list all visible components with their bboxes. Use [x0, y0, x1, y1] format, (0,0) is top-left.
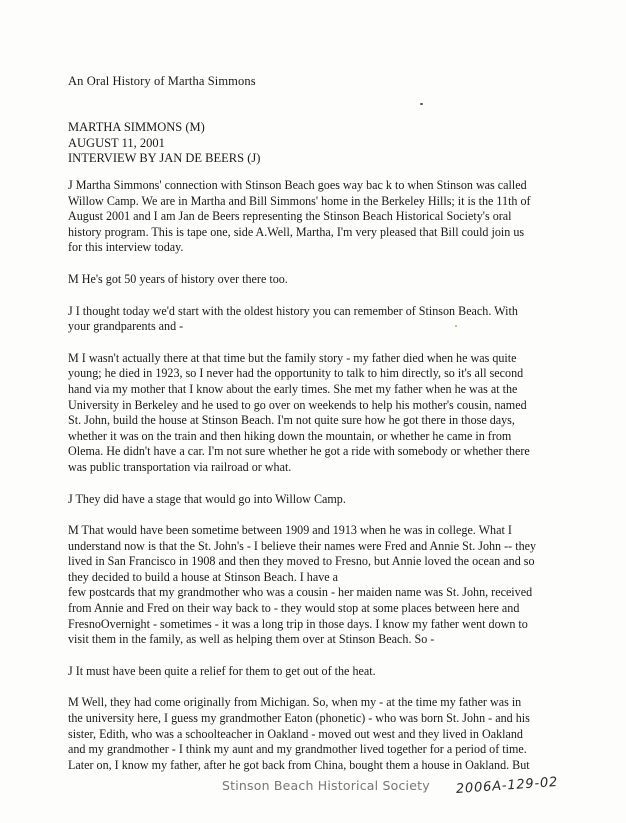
document-title: An Oral History of Martha Simmons — [68, 74, 256, 88]
transcript-body — [68, 178, 568, 789]
transcript-line: was public transportation via railroad or what. — [68, 459, 292, 474]
transcript-line: visit them in the family, as well as helping them over at Stinson Beach. So - — [68, 632, 435, 647]
footer-organization: Stinson Beach Historical Society — [222, 778, 430, 793]
transcript-line: sister, Edith, who was a schoolteacher in Oakland - moved out west and they lived in Oakland — [68, 726, 523, 741]
transcript-line: M That would have been sometime between 1909 and 1913 when he was in college. What I — [68, 523, 512, 538]
interviewee-name: MARTHA SIMMONS (M) — [68, 120, 205, 134]
transcript-line: M He's got 50 years of history over there too. — [68, 271, 288, 286]
transcript-paragraph — [68, 664, 568, 680]
transcript-line: the university here, I guess my grandmother Eaton (phonetic) - who was born St. John - and his — [68, 711, 530, 726]
transcript-line: M Well, they had come originally from Michigan. So, when my - at the time my father was in — [68, 695, 522, 710]
transcript-line: hand via my mother that I know about the early times. She met my father when he was at the — [68, 381, 518, 396]
transcript-line: J Martha Simmons' connection with Stinson Beach goes way bac k to when Stinson was called — [68, 178, 527, 192]
transcript-line: University in Berkeley and he used to go over on weekends to help his mother's cousin, named — [68, 397, 527, 412]
scan-speck — [420, 103, 423, 105]
transcript-line: J It must have been quite a relief for them to get out of the heat. — [68, 663, 376, 678]
transcript-line: and my grandmother - I think my aunt and my grandmother lived together for a period of time. — [68, 742, 527, 757]
transcript-line: M I wasn't actually there at that time but the family story - my father died when he was quite — [68, 350, 517, 365]
transcript-line: August 2001 and I am Jan de Beers representing the Stinson Beach Historical Society's oral — [68, 209, 512, 224]
transcript-line: Later on, I know my father, after he got back from China, bought them a house in Oakland. But — [68, 757, 530, 772]
transcript-paragraph — [68, 523, 568, 648]
transcript-line: young; he died in 1923, so I never had the opportunity to talk to him directly, so it's all second — [68, 366, 524, 381]
transcript-line: they decided to build a house at Stinson Beach. I have a — [68, 569, 339, 584]
interviewer-line: INTERVIEW BY JAN DE BEERS (J) — [68, 151, 261, 165]
transcript-paragraph — [68, 304, 568, 335]
transcript-line: J They did have a stage that would go into Willow Camp. — [68, 491, 346, 506]
transcript-line: for this interview today. — [68, 240, 184, 255]
transcript-paragraph — [68, 178, 568, 256]
transcript-line: St. John, build the house at Stinson Beach. I'm not quite sure how he got there in those days, — [68, 413, 515, 428]
transcript-line: whether it was on the train and then hiking down the mountain, or whether he came in from — [68, 428, 512, 443]
transcript-line: FresnoOvernight - sometimes - it was a long trip in those days. I know my father went down to — [68, 616, 528, 631]
transcript-line: your grandparents and - — [68, 319, 184, 334]
handwritten-accession-number: 2006A-129-02 — [455, 774, 559, 797]
transcript-paragraph — [68, 272, 568, 288]
transcript-paragraph — [68, 351, 568, 476]
transcript-line: Olema. He didn't have a car. I'm not sure whether he got a ride with somebody or whether there — [68, 444, 530, 459]
interview-header — [68, 120, 260, 167]
transcript-paragraph — [68, 695, 568, 773]
transcript-line: from Annie and Fred on their way back to - they would stop at some places between here and — [68, 601, 520, 616]
transcript-line: Willow Camp. We are in Martha and Bill Simmons' home in the Berkeley Hills; it is the 11th of — [68, 193, 531, 208]
transcript-line: history program. This is tape one, side A.Well, Martha, I'm very pleased that Bill could join us — [68, 224, 525, 239]
transcript-line: few postcards that my grandmother who was a cousin - her maiden name was St. John, received — [68, 585, 533, 600]
transcript-paragraph — [68, 492, 568, 508]
transcript-line: J I thought today we'd start with the oldest history you can remember of Stinson Beach. With — [68, 303, 518, 318]
transcript-line: understand now is that the St. John's - I believe their names were Fred and Annie St. John -- they — [68, 538, 537, 553]
transcript-line: lived in San Francisco in 1908 and then they moved to Fresno, but Annie loved the ocean and so — [68, 554, 535, 569]
interview-date: AUGUST 11, 2001 — [68, 135, 165, 150]
